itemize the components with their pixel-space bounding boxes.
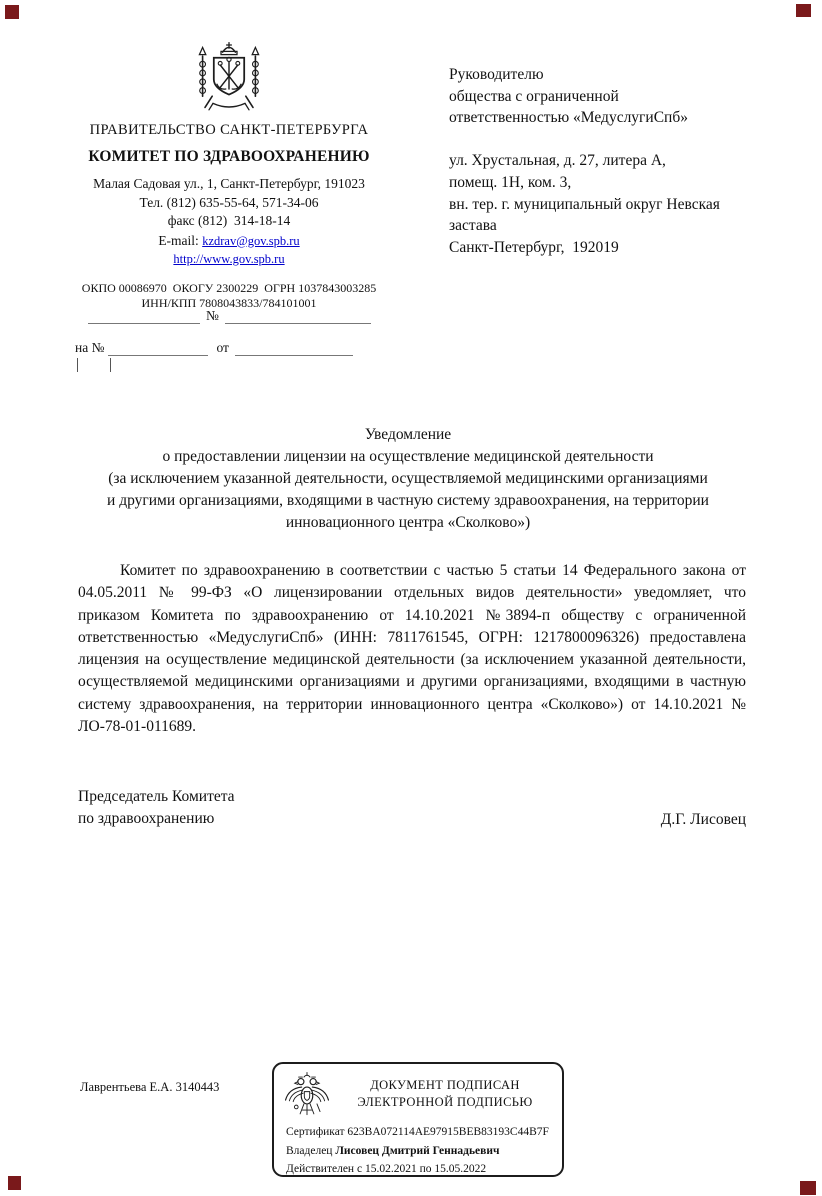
stamp-validity-line: Действителен с 15.02.2021 по 15.05.2022 bbox=[286, 1163, 487, 1175]
addressee-block bbox=[449, 64, 789, 258]
title-line: о предоставлении лицензии на осуществление медицинской деятельности bbox=[162, 448, 654, 465]
org-codes-line1: ОКПО 00086970 ОКОГУ 2300229 ОГРН 1037843003285 bbox=[81, 280, 377, 295]
ot-label: от bbox=[216, 340, 229, 355]
spb-coat-of-arms-icon bbox=[189, 40, 269, 114]
reply-reference-row bbox=[75, 340, 353, 356]
signer-position-line2: по здравоохранению bbox=[78, 810, 215, 827]
title-line: и другими организациями, входящими в частную систему здравоохранения, на территории bbox=[107, 492, 709, 509]
template-tick-mark bbox=[110, 358, 111, 372]
addressee-line: ул. Хрустальная, д. 27, литера А, bbox=[449, 152, 666, 170]
corner-marker-bottom-right bbox=[800, 1181, 816, 1195]
org-codes bbox=[63, 281, 395, 312]
letterhead bbox=[63, 40, 395, 312]
website-link[interactable]: http://www.gov.spb.ru bbox=[173, 251, 285, 266]
addressee-line: ответственностью «МедуслугиСпб» bbox=[449, 109, 688, 127]
stamp-header bbox=[334, 1077, 556, 1111]
stamp-header-line2: ЭЛЕКТРОННОЙ ПОДПИСЬЮ bbox=[357, 1095, 533, 1109]
government-name: ПРАВИТЕЛЬСТВО САНКТ-ПЕТЕРБУРГА bbox=[89, 122, 369, 138]
signer-name: Д.Г. Лисовец bbox=[660, 811, 746, 828]
body-paragraph: Комитет по здравоохранению в соответствии с частью 5 статьи 14 Федерального закона от 04.05.2011 № 99-ФЗ «О лицензировании отдельных видов деятельности» уведомляет, что приказом Комитета по здравоохранению от 14.10.2021 №3894-п обществу с ограниченной ответственностью «МедуслугиСпб» (ИНН: 7811761545, ОГРН: 1217800096326) предоставлена лицензия на осуществление медицинской деятельности (за исключением указанной деятельности, осуществляемой медицинскими организациями и другими организациями, входящими в частную систему здравоохранения, на территории инновационного центра «Сколково») от 14.10.2021 № ЛО-78-01-011689. bbox=[78, 562, 746, 736]
executor-info: Лаврентьева Е.А. 3140443 bbox=[80, 1080, 220, 1094]
letterhead-address: Малая Садовая ул., 1, Санкт-Петербург, 191023 bbox=[93, 176, 365, 191]
date-blank-field bbox=[88, 308, 200, 324]
template-tick-mark bbox=[77, 358, 78, 372]
org-codes-line2: ИНН/КПП 7808043833/784101001 bbox=[141, 296, 317, 310]
na-number-label: на № bbox=[75, 340, 105, 355]
signer-position-line1: Председатель Комитета bbox=[78, 788, 235, 805]
addressee-line: общества с ограниченной bbox=[449, 87, 619, 105]
document-title bbox=[58, 424, 758, 534]
outgoing-number-row bbox=[88, 308, 371, 324]
committee-name: КОМИТЕТ ПО ЗДРАВООХРАНЕНИЮ bbox=[88, 148, 370, 165]
certificate-label: Сертификат bbox=[286, 1126, 345, 1138]
letterhead-fax: факс (812) 314-18-14 bbox=[167, 213, 291, 228]
title-line: инновационного центра «Сколково») bbox=[285, 514, 531, 531]
owner-label: Владелец bbox=[286, 1144, 333, 1157]
electronic-signature-stamp bbox=[272, 1062, 564, 1177]
addressee-line: Санкт-Петербург, 192019 bbox=[449, 238, 619, 256]
email-label: E-mail: bbox=[158, 232, 199, 248]
stamp-certificate-line bbox=[286, 1123, 558, 1142]
addressee-line bbox=[449, 129, 789, 151]
number-sign: № bbox=[206, 308, 219, 323]
number-blank-field bbox=[225, 308, 371, 324]
addressee-line: вн. тер. г. муниципальный округ Невская bbox=[449, 195, 720, 213]
certificate-value: 623BA072114AE97915BEB83193C44B7F bbox=[347, 1126, 549, 1138]
stamp-details bbox=[286, 1123, 558, 1179]
letterhead-email-row bbox=[63, 231, 395, 251]
owner-value: Лисовец Дмитрий Геннадьевич bbox=[335, 1144, 500, 1157]
title-line: Уведомление bbox=[364, 426, 452, 443]
addressee-line: застава bbox=[449, 217, 497, 235]
corner-marker-top-right bbox=[796, 4, 811, 17]
email-link[interactable]: kzdrav@gov.spb.ru bbox=[202, 233, 300, 248]
letterhead-website-row bbox=[63, 251, 395, 268]
stamp-owner-line bbox=[286, 1142, 558, 1161]
corner-marker-bottom-left bbox=[8, 1176, 21, 1190]
title-line: (за исключением указанной деятельности, осуществляемой медицинскими организациями bbox=[108, 470, 708, 487]
double-headed-eagle-icon bbox=[284, 1071, 330, 1123]
signature-block bbox=[78, 786, 746, 832]
corner-marker-top-left bbox=[5, 5, 19, 19]
addressee-line: Руководителю bbox=[449, 66, 544, 83]
letterhead-phone: Тел. (812) 635-55-64, 571-34-06 bbox=[139, 194, 319, 210]
reply-date-blank-field bbox=[235, 340, 353, 356]
reply-number-blank-field bbox=[108, 340, 208, 356]
addressee-line: помещ. 1Н, ком. 3, bbox=[449, 173, 572, 191]
stamp-header-line1: ДОКУМЕНТ ПОДПИСАН bbox=[370, 1078, 520, 1092]
